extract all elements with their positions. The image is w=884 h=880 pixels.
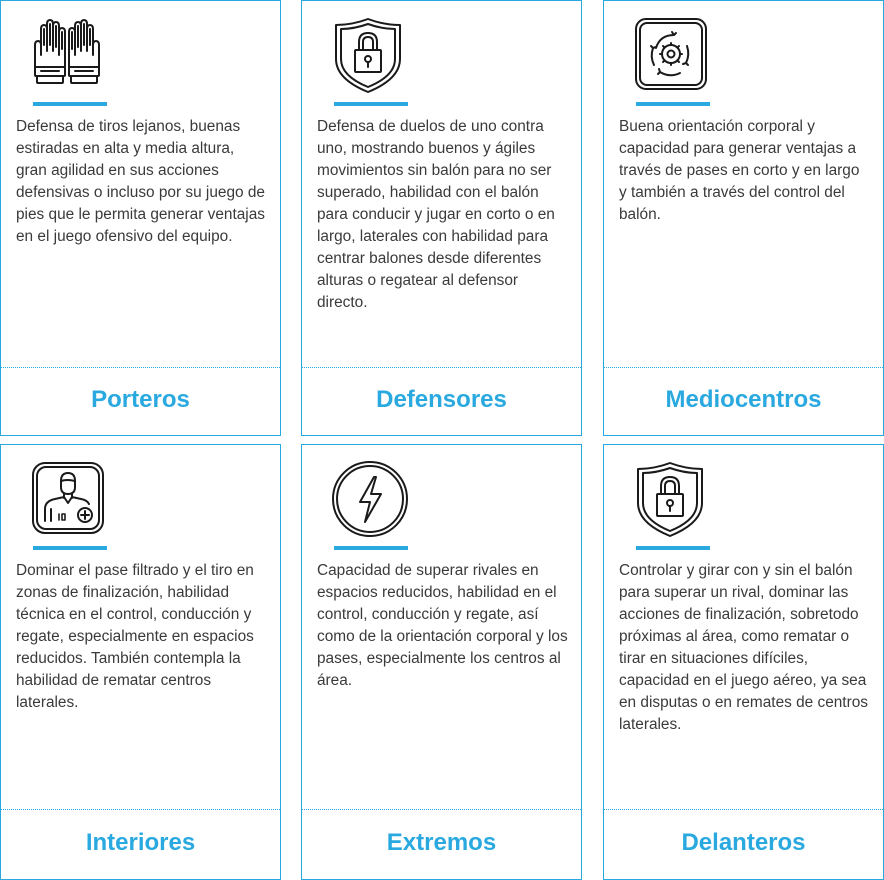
card-title: Porteros xyxy=(91,386,190,413)
gear-cycle-icon xyxy=(630,15,710,95)
lightning-icon xyxy=(328,459,408,539)
card-mediocentros xyxy=(603,0,884,436)
dotted-divider xyxy=(302,367,581,368)
dotted-divider xyxy=(302,809,581,810)
card-title: Delanteros xyxy=(681,829,806,856)
card-extremos xyxy=(301,444,582,880)
dotted-divider xyxy=(1,809,280,810)
accent-bar xyxy=(636,102,710,106)
card-delanteros xyxy=(603,444,884,880)
card-interiores xyxy=(0,444,281,880)
card-title: Defensores xyxy=(376,386,507,413)
shield-lock-icon xyxy=(630,459,710,539)
accent-bar xyxy=(33,546,107,550)
card-title: Mediocentros xyxy=(665,386,822,413)
accent-bar xyxy=(636,546,710,550)
card-description: Defensa de duelos de uno contra uno, mostrando buenos y ágiles movimientos sin balón para no ser superado, habilidad con el balón para conducir y jugar en corto o en largo, laterales con habilidad para centrar balones desde diferentes alturas o regatear al defensor directo. xyxy=(317,118,555,311)
dotted-divider xyxy=(604,367,883,368)
card-description: Capacidad de superar rivales en espacios reducidos, habilidad en el control, conducción y regate, así como de la orientación corporal y los pases, especialmente los centros al área. xyxy=(317,562,568,689)
dotted-divider xyxy=(1,367,280,368)
card-porteros xyxy=(0,0,281,436)
player-plus-icon xyxy=(27,459,107,539)
card-description: Controlar y girar con y sin el balón para superar un rival, dominar las acciones de finalización, sobretodo próximas al área, como rematar o tirar en situaciones difíciles, capacidad en el juego aéreo, ya sea en disputas o en remates de centros laterales. xyxy=(619,562,868,733)
dotted-divider xyxy=(604,809,883,810)
card-description: Buena orientación corporal y capacidad para generar ventajas a través de pases en corto y en largo y también a través del control del balón. xyxy=(619,118,860,223)
accent-bar xyxy=(334,102,408,106)
card-title: Extremos xyxy=(386,829,497,856)
accent-bar xyxy=(334,546,408,550)
goalkeeper-gloves-icon xyxy=(27,15,107,95)
shield-lock-icon xyxy=(328,15,408,95)
card-description: Dominar el pase filtrado y el tiro en zonas de finalización, habilidad técnica en el control, conducción y regate, especialmente en espacios reducidos. También contempla la habilidad de rematar centros laterales. xyxy=(16,562,254,711)
accent-bar xyxy=(33,102,107,106)
card-title: Interiores xyxy=(85,829,196,856)
card-defensores xyxy=(301,0,582,436)
card-description: Defensa de tiros lejanos, buenas estiradas en alta y media altura, gran agilidad en sus acciones defensivas o incluso por su juego de pies que le permita generar ventajas en el juego ofensivo del equipo. xyxy=(16,118,265,245)
